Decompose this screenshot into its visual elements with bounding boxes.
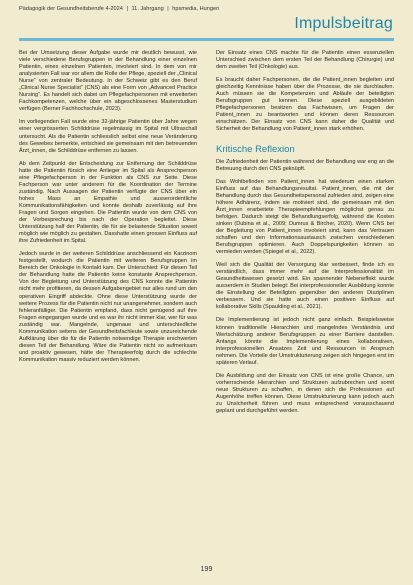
paragraph: Ab dem Zeitpunkt der Entscheidung zur Entfernung der Schilddrüse hatte die Patientin fürsich eine Anlieger im Spital als Ansprechperson eine Pflegefachperson in der Funktion als CNS zur Seite. Diese Fachperson war unter anderem für die Koordination der Termine zuständig. Nach Aussagen der Patientin verfügte der CNS über ein hohes Mass an Empathie und ausserordentliche Kommunikationsfähigkeiten und konnte deshalb zuverlässig auf ihre Fragen und Sorgen eingehen. Die Patientin wurde von dem CNS von der Vorbesprechung bis nach der Operation begleitet. Diese Unterstützung half der Patientin, die für sie belastende Situation soweit möglich wie möglich zu gestalten. Dasshatte einen grossen Einfluss auf ihre Zufriedenheit im Spital. [19, 160, 197, 245]
paragraph: Die Zufriedenheit der Patientin während der Behandlung war eng an die Betreuung durch den CNS geknüpft. [216, 158, 394, 172]
subsection-heading: Kritische Reflexion [216, 143, 295, 155]
paragraph: Weil sich die Qualität der Versorgung klar verbessert, finde ich es verständlich, dass immer mehr auf die Interprofessionalität im Gesundheitswesen gesetzt wird. Ein spannender Nebeneffekt wurde ausserdem in Studien belegt: Bei interprofessioneller Ausbildung konnte die Einstellung der Beteiligten gegenüber den anderen Disziplinen verbessern. Und sie hatte auch einen positiven Einfluss auf kollaborative Skills (Spaulding et al., 2021). [216, 262, 394, 311]
paragraph: Bei der Umsetzung dieser Aufgabe wurde mir deutlich bewusst, wie viele verschiedene Berufsgruppen in der Behandlung einer einzelnen Patientin, eines einzelnen Patienten, involviert sind. In dem von mir analysierten Fall war vor allem die Rolle der Pflege, speziell der „Clinical Nurse“ von zentraler Bedeutung. In der Schweiz gibt es den Beruf „Clinical Nurse Specialist“ (CNS) als eine Form von „Advanced Practice Nursing“. Es handelt sich dabei um Pflegefachpersonen mit erweiterten Fachkompetenzen, welche über ein abgeschlossenes Masterstudium verfügen (Berner Fachhochschule, 2023). [19, 50, 197, 113]
paragraph: Im vorliegenden Fall wurde eine 32-jährige Patientin über Jahre wegen einer vergrösserten Schilddrüse regelmässig im Spital mit Ultraschall untersucht. Als die Patientin schliesslich selbst eine neue Veränderung des Gewebes bemerkte, entschied sie gemeinsam mit den betreuenden Ärzt_innen, die Schilddrüse entfernen zu lassen. [19, 119, 197, 154]
paragraph: Die Implementierung ist jedoch nicht ganz einfach. Beispielsweise können traditionelle Hierarchien und mangelndes Verständnis und Wertschätzung anderer Berufsgruppen zu einer Barriere darstellen. Anfangs könnte die Implementierung eines kollaborativen, interprofessionellen Ansatzes Zeit und Ressourcen in Anspruch nehmen. Die Vorteile der Umstrukturierung zeigen sich hingegen erst im späteren Verlauf. [216, 317, 394, 366]
left-column [19, 50, 197, 364]
paragraph: Der Einsatz eines CNS machte für die Patientin einen essenziellen Unterschied zwischen dem ersten Teil der Behandlung (Chirurgie) und dem zweiten Teil (Onkologie) aus. [216, 50, 394, 71]
paragraph: Jedoch wurde in der weiteren Schilddrüse anschliessend ein Karzinom festgestellt, wodurch die Patientin mit weiteren Berufsgruppen im Bereich der Onkologie in Kontakt kam. Der Unterschied: Für diesen Teil der Behandlung hatte die Patientin keine konstante Ansprechperson. Von der Begleitung und Unterstützung des CNS konnte die Patientin nicht mehr profitieren, da dessen Aufgabengebiet nur alles rund um den operativen Eingriff abdeckte. Ohne diese Unterstützung wurde der weitere Prozess für die Patientin nicht nur unangenehmer, sondern auch fehleranfälliger. Die Patientin empfand, dass nicht genügend auf ihre Fragen eingegangen wurde und es war ihr nicht immer klar, wer für was zuständig war. Mangelnde, ungenaue und unterschiedliche Kommunikation seitens der Gesundheitsfachleute sowie unzureichende Aufklärung über die für die Patientin notwendige Therapie erschwerten diesen Teil der Behandlung. Wäre die Patientin nicht so aufmerksam und proaktiv gewesen, hätte der Therapieerfolg durch die schlechte Kommunikation massiv reduziert werden können. [19, 251, 197, 363]
section-title: Impulsbeitrag [294, 15, 393, 32]
paragraph: Die Ausbildung und der Einsatz von CNS ist eine große Chance, um vorherrschende Hierarchien und Strukturen aufzubrechen und somit neue Strukturen zu schaffen, in denen sich die Professionen auf Augenhöhe treffen können. Diese Umstrukturierung kann jedoch auch zu Unsicherheit führen und muss entsprechend vorausschauend geplant und durchgeführt werden. [216, 372, 394, 415]
issue-label: 11. Jahrgang [131, 6, 164, 12]
right-column [216, 50, 394, 415]
running-header [19, 6, 219, 12]
header-separator: | [126, 6, 128, 12]
paragraph: Das Wohlbefinden von Patient_innen hat wiederum einen starken Einfluss auf das Behandlungsresultat. Patient_innen, die mit der Behandlung durch das Gesundheitspersonal zufrieden sind, zeigen eine höhere Adhärenz, indem sie motiviert sind, die gemeinsam mit den Ärzt_innen erarbeitete Therapieempfehlungen möglichst genau zu befolgen. Dadurch steigt die Behandlungserfolg, während die Kosten sinken (Dubina et al., 2009; Dumrus & Bircher, 2020). Wenn CNS bei der Begleitung von Patient_innen involviert sind, kann das Vertrauen schaffen und den Informationsaustausch zwischen verschiedenen Berufsgruppen optimieren. Auch Doppelspurigkeiten können so vermieden werden (Spiegel et al., 2022). [216, 178, 394, 256]
paragraph: Es braucht daher Fachpersonen, die die Patient_innen begleiten und gleichzeitig Kenntnisse haben über die Prozesse, die sie durchlaufen. Auch müssen sie die Kompetenzen und Abläufe der beteiligten Berufsgruppen gut kennen. Diese speziell ausgebildeten Pflegefachpersonen besitzen das Fachwissen, um Fragen der Patient_innen zu beantworten und können deren Ressourcen einschätzen. Der Einsatz von CNS kann daher die Qualität und Sicherheit der Behandlung von Patient_innen stark erhöhen. [216, 77, 394, 133]
header-separator: | [167, 6, 169, 12]
publisher-label: hpsmedia, Hungen [172, 6, 220, 12]
page-number: 199 [200, 566, 213, 573]
section-rule [19, 38, 394, 41]
journal-name: Pädagogik der Gesundheitsberufe 4-2024 [19, 6, 123, 12]
